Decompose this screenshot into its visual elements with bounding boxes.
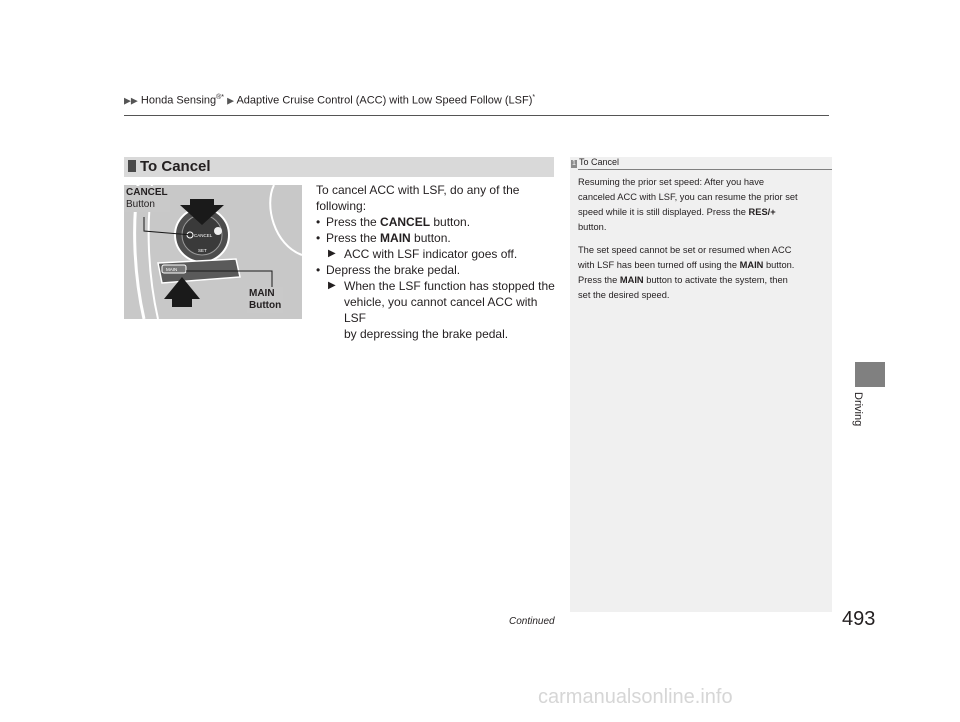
bullet-1-pre: Press the	[326, 215, 381, 229]
bullet-2-bold: MAIN	[380, 231, 411, 245]
bullet-2-post: button.	[410, 231, 451, 245]
note-title-text: To Cancel	[579, 157, 620, 167]
breadcrumb	[124, 94, 535, 107]
note-number-badge: 1	[572, 160, 576, 167]
main-label-line1: MAIN	[249, 288, 275, 299]
section-title: To Cancel	[140, 158, 211, 175]
page-number: 493	[842, 608, 876, 630]
breadcrumb-mark: ®*	[216, 94, 225, 101]
note-p2-line2-post: button.	[763, 260, 795, 270]
double-arrow-icon: ▶▶	[124, 95, 138, 106]
note-main-bold-2: MAIN	[619, 275, 644, 285]
arrow-icon: ▶	[328, 248, 336, 259]
breadcrumb-acc: Adaptive Cruise Control (ACC) with Low Speed Follow (LSF)	[236, 94, 533, 107]
intro-line-2: following:	[316, 199, 367, 213]
arrow-icon: ▶	[227, 95, 235, 106]
note-p2-line1: The set speed cannot be set or resumed when ACC	[578, 245, 792, 255]
continued-note: Continued	[509, 616, 555, 627]
chapter-label-text: Driving	[852, 392, 864, 427]
note-p1-line2: canceled ACC with LSF, you can resume the prior set	[578, 192, 798, 202]
note-p2-line3-post: button to activate the system, then	[643, 275, 788, 285]
note-p2-line3: Press the	[578, 275, 620, 285]
cancel-label-line1: CANCEL	[126, 187, 168, 198]
sub-item-line1: When the LSF function has stopped the	[344, 279, 555, 293]
watermark: carmanualsonline.info	[538, 686, 733, 708]
note-p2-line4: set the desired speed.	[578, 290, 670, 300]
breadcrumb-honda-sensing: Honda Sensing	[140, 94, 217, 107]
cancel-button-label	[124, 186, 170, 212]
steering-wheel-illustration	[124, 185, 302, 319]
bullet-3-text: Depress the brake pedal.	[326, 263, 461, 277]
section-heading	[124, 157, 554, 177]
chapter-label	[848, 392, 868, 432]
sub-item-lsf-line3: by depressing the brake pedal.	[344, 327, 509, 341]
main-button-text: MAIN	[166, 267, 178, 272]
arrow-icon: ▶	[328, 280, 336, 291]
sub-item-lsf-line2: vehicle, you cannot cancel ACC with LSF	[344, 295, 538, 325]
side-note-divider	[578, 169, 832, 170]
main-label-line2: Button	[249, 300, 282, 311]
side-note-body	[578, 175, 828, 311]
note-res-bold: RES/+	[748, 207, 776, 217]
header-divider	[124, 115, 829, 116]
breadcrumb-mark-2: *	[532, 94, 536, 101]
bullet-brake-pedal: • Depress the brake pedal.	[316, 263, 461, 277]
note-p1-line4: button.	[578, 222, 607, 232]
dial-set-text: SET	[198, 248, 207, 253]
bullet-press-main: • Press the MAIN button.	[316, 231, 451, 245]
intro-line-1: To cancel ACC with LSF, do any of the	[316, 183, 520, 197]
note-p1-line1: Resuming the prior set speed: After you have	[578, 177, 765, 187]
note-paragraph-2	[578, 243, 828, 303]
main-button-label	[247, 287, 283, 313]
note-p2-line2: with LSF has been turned off using the	[578, 260, 740, 270]
note-paragraph-1	[578, 175, 828, 235]
bullet-1-bold: CANCEL	[380, 215, 431, 229]
bullet-2-pre: Press the	[326, 231, 381, 245]
sub-item-text: ACC with LSF indicator goes off.	[344, 247, 518, 261]
sub-item-lsf-stopped	[316, 278, 556, 294]
body-text	[316, 182, 556, 342]
heading-square-icon	[128, 160, 136, 172]
bullet-1-post: button.	[430, 215, 471, 229]
cancel-label-line2: Button	[126, 199, 155, 210]
sub-item-indicator-off	[316, 246, 556, 262]
side-note-title	[571, 157, 619, 168]
chapter-tab	[855, 362, 885, 387]
bullet-press-cancel: • Press the CANCEL button.	[316, 215, 471, 229]
note-main-bold-1: MAIN	[739, 260, 764, 270]
dial-cancel-text: CANCEL	[194, 233, 213, 238]
note-p1-line3: speed while it is still displayed. Press the	[578, 207, 749, 217]
